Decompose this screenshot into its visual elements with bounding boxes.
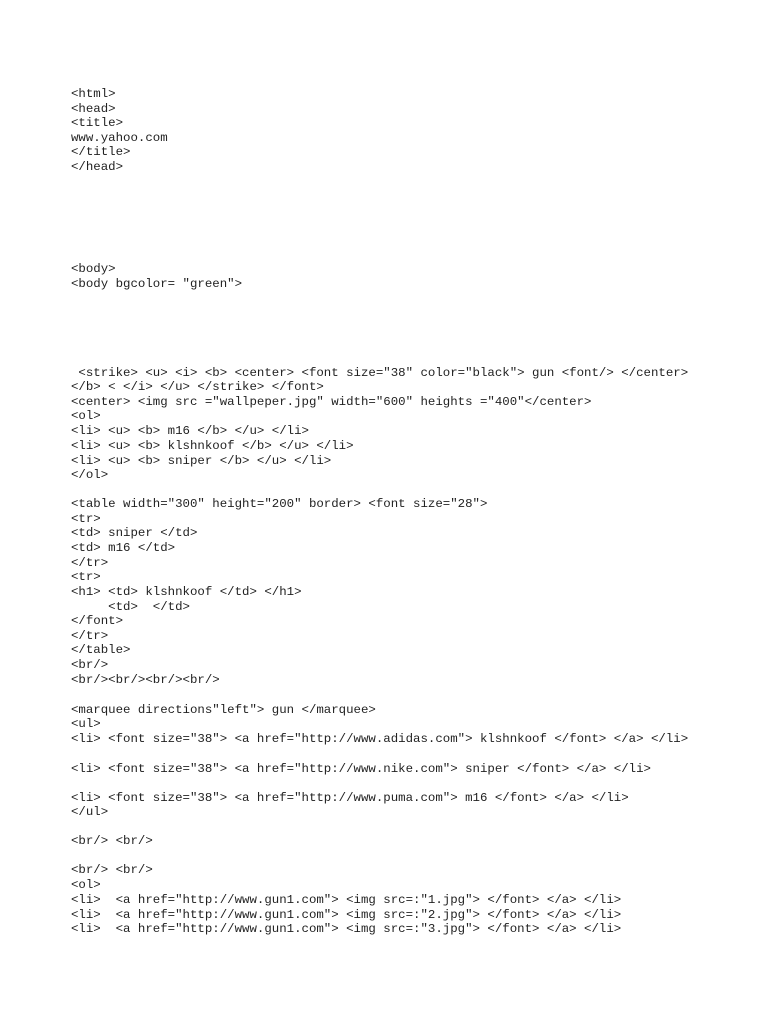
- code-line: <td> m16 </td>: [71, 541, 176, 555]
- code-line: <li> <a href="http://www.gun1.com"> <img src=:"3.jpg"> </font> </a> </li>: [71, 922, 622, 936]
- code-line: <li> <a href="http://www.gun1.com"> <img src=:"2.jpg"> </font> </a> </li>: [71, 908, 622, 922]
- code-line: </title>: [71, 145, 131, 159]
- code-line: <td> </td>: [71, 600, 190, 614]
- code-line: www.yahoo.com: [71, 131, 168, 145]
- code-line: <ol>: [71, 878, 101, 892]
- code-line: <ol>: [71, 409, 101, 423]
- code-line: <td> sniper </td>: [71, 526, 198, 540]
- code-line: </table>: [71, 643, 131, 657]
- code-line: <li> <font size="38"> <a href="http://www.nike.com"> sniper </font> </a> </li>: [71, 762, 651, 776]
- code-line: </tr>: [71, 556, 109, 570]
- code-line: <head>: [71, 102, 116, 116]
- code-line: <li> <a href="http://www.gun1.com"> <img src=:"1.jpg"> </font> </a> </li>: [71, 893, 622, 907]
- code-line: <body>: [71, 262, 116, 276]
- code-line: <br/>: [71, 658, 109, 672]
- code-line: <li> <font size="38"> <a href="http://www.adidas.com"> klshnkoof </font> </a> </li>: [71, 732, 689, 746]
- code-line: <li> <u> <b> klshnkoof </b> </u> </li>: [71, 439, 354, 453]
- code-line: <body bgcolor= "green">: [71, 277, 243, 291]
- code-line: <title>: [71, 116, 124, 130]
- code-line: </ul>: [71, 805, 109, 819]
- code-line: </head>: [71, 160, 124, 174]
- code-line: </ol>: [71, 468, 109, 482]
- code-line: </b> < </i> </u> </strike> </font>: [71, 380, 324, 394]
- code-line: <table width="300" height="200" border> <font size="28">: [71, 497, 488, 511]
- code-line: <center> <img src ="wallpeper.jpg" width="600" heights ="400"</center>: [71, 395, 592, 409]
- code-line: <br/> <br/>: [71, 863, 153, 877]
- code-line: </font>: [71, 614, 124, 628]
- code-line: <li> <u> <b> m16 </b> </u> </li>: [71, 424, 309, 438]
- code-line: <tr>: [71, 570, 101, 584]
- code-line: <html>: [71, 87, 116, 101]
- code-line: <li> <u> <b> sniper </b> </u> </li>: [71, 454, 332, 468]
- code-line: <tr>: [71, 512, 101, 526]
- code-line: <strike> <u> <i> <b> <center> <font size="38" color="black"> gun <font/> </center>: [71, 366, 689, 380]
- code-line: <marquee directions"left"> gun </marquee>: [71, 703, 376, 717]
- code-line: <h1> <td> klshnkoof </td> </h1>: [71, 585, 302, 599]
- code-line: <li> <font size="38"> <a href="http://www.puma.com"> m16 </font> </a> </li>: [71, 791, 629, 805]
- code-line: <br/><br/><br/><br/>: [71, 673, 220, 687]
- code-line: <br/> <br/>: [71, 834, 153, 848]
- code-line: <ul>: [71, 717, 101, 731]
- code-line: </tr>: [71, 629, 109, 643]
